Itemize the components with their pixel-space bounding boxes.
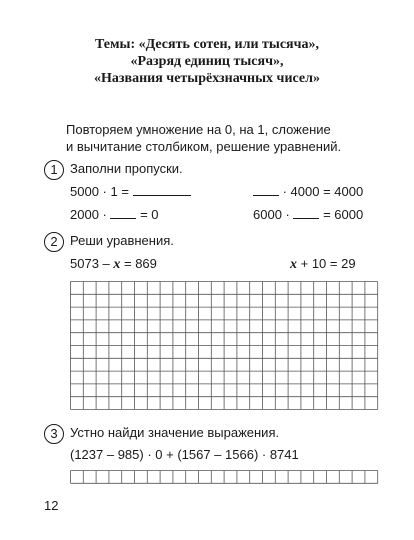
equation-2 xyxy=(290,256,356,273)
intro-line: Повторяем умножение на 0, на 1, сложение xyxy=(66,122,331,137)
page-number: 12 xyxy=(44,498,59,513)
equation-1 xyxy=(70,256,157,273)
task-1-equation xyxy=(253,207,363,222)
task-title: Реши уравнения. xyxy=(70,233,174,248)
task-title: Заполни пропуски. xyxy=(70,161,183,176)
topics-header xyxy=(0,36,414,87)
equation-text: · 4000 = 4000 xyxy=(279,184,364,199)
task-1-equation xyxy=(253,184,363,199)
task-number-badge: 1 xyxy=(44,160,64,180)
equation-text: = 0 xyxy=(136,207,159,222)
task-title: Устно найди значение выражения. xyxy=(70,425,280,440)
answer-blank[interactable] xyxy=(293,207,319,219)
solution-grid[interactable] xyxy=(70,281,380,411)
equation-text: 5000 · 1 = xyxy=(70,184,133,199)
task-number-badge: 2 xyxy=(44,232,64,252)
equation-text: 5073 – xyxy=(70,256,114,271)
equation-text: = 6000 xyxy=(319,207,364,222)
task-1-equation xyxy=(70,184,191,199)
topics-line: «Разряд единиц тысяч», xyxy=(130,54,284,69)
equation-text: = 869 xyxy=(120,256,157,271)
equation-text: 6000 · xyxy=(253,207,294,222)
topics-line: «Названия четырёхзначных чисел» xyxy=(94,71,320,86)
expression: (1237 – 985) · 0 + (1567 – 1566) · 8741 xyxy=(70,447,299,462)
answer-blank[interactable] xyxy=(253,184,279,196)
intro-line: и вычитание столбиком, решение уравнений. xyxy=(66,139,342,154)
variable-x: x xyxy=(113,257,121,272)
answer-blank[interactable] xyxy=(110,207,136,219)
task-number-badge: 3 xyxy=(44,424,64,444)
task-1-equation xyxy=(70,207,159,222)
equation-text: + 10 = 29 xyxy=(297,256,356,271)
variable-x: x xyxy=(290,257,297,272)
answer-blank[interactable] xyxy=(133,184,191,196)
topics-line: Темы: «Десять сотен, или тысяча», xyxy=(94,37,320,52)
intro-text xyxy=(66,121,341,155)
equation-text: 2000 · xyxy=(70,207,111,222)
answer-grid[interactable] xyxy=(70,470,380,486)
